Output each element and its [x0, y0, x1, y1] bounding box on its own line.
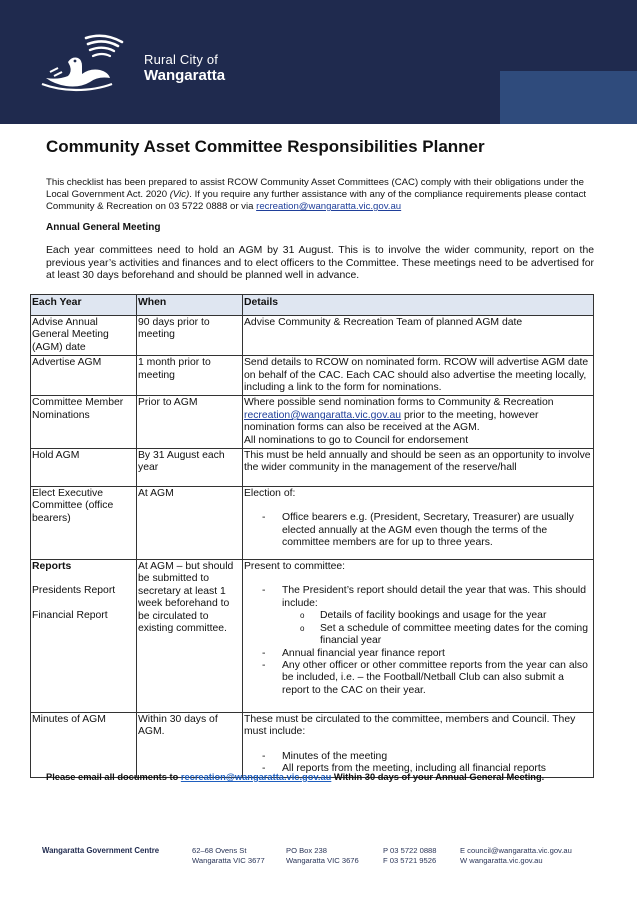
list-item: - Office bearers e.g. (President, Secretary, Treasurer) are usually elected annually at the AGM even though the terms of the committee members are for up to three years.	[262, 512, 592, 549]
table-row	[31, 356, 594, 396]
council-wordmark	[144, 53, 225, 83]
footer-po-line-1: PO Box 238	[286, 846, 327, 855]
planner-table	[30, 294, 594, 778]
list-item: - All reports from the meeting, including all financial reports	[262, 763, 592, 775]
footer-phone-number: P 03 5722 0888	[383, 846, 437, 855]
cell-details	[243, 487, 594, 560]
intro-paragraph	[46, 177, 594, 213]
page-title: Community Asset Committee Responsibilities Planner	[46, 137, 485, 156]
cell-when: 90 days prior to meeting	[137, 316, 243, 356]
footer-address-line-2: Wangaratta VIC 3677	[192, 856, 265, 865]
header-accent-block	[500, 71, 637, 124]
footer-address	[192, 846, 265, 866]
email-note-after: Within 30 days of your Annual General Meeting.	[331, 772, 545, 782]
email-note	[46, 772, 544, 782]
financial-report-label: Financial Report	[32, 609, 108, 621]
details-text: prior to the meeting, however nomination forms can also be received at the AGM.	[244, 409, 539, 434]
table-row	[31, 449, 594, 487]
cell-each	[31, 560, 137, 713]
cell-each: Advise Annual General Meeting (AGM) date	[31, 316, 137, 356]
cell-when: By 31 August each year	[137, 449, 243, 487]
cell-when: Prior to AGM	[137, 396, 243, 449]
cell-each: Elect Executive Committee (office bearers)	[31, 487, 137, 560]
footer-po-box	[286, 846, 359, 866]
nomination-email-link[interactable]: recreation@wangaratta.vic.gov.au	[244, 409, 402, 421]
table-row	[31, 487, 594, 560]
footer-fax-number: F 03 5721 9526	[383, 856, 437, 865]
footer-address-line-1: 62–68 Ovens St	[192, 846, 247, 855]
footer-phone	[383, 846, 437, 866]
list-item: - Annual financial year finance report	[262, 648, 592, 660]
wordmark-line-1: Rural City of	[144, 52, 219, 67]
reports-label: Reports	[32, 561, 72, 573]
table-row	[31, 560, 594, 713]
cell-details	[243, 560, 594, 713]
council-logo-icon	[38, 28, 134, 98]
header-details: Details	[243, 295, 594, 316]
intro-email-link[interactable]: recreation@wangaratta.vic.gov.au	[256, 201, 402, 212]
cell-when: At AGM – but should be submitted to secretary at least 1 week beforehand to be circulated to existing committee.	[137, 560, 243, 713]
list-item	[262, 585, 592, 647]
cell-each: Advertise AGM	[31, 356, 137, 396]
header-each-year: Each Year	[31, 295, 137, 316]
list-item: - Minutes of the meeting	[262, 751, 592, 763]
details-text: Where possible send nomination forms to Community & Recreation	[244, 397, 554, 409]
email-note-link[interactable]: recreation@wangaratta.vic.gov.au	[180, 772, 332, 782]
cell-details: Send details to RCOW on nominated form. RCOW will advertise AGM date on behalf of the CAC. Each CAC should also advertise the meeting locally, including a link to the form for nominations.	[243, 356, 594, 396]
wordmark-line-2: Wangaratta	[144, 67, 226, 84]
list-item: - Any other officer or other committee reports from the year can also be included, i.e. – the Football/Netball Club can also submit a report to the CAC on their year.	[262, 660, 592, 697]
section-heading: Annual General Meeting	[46, 222, 161, 233]
cell-when: At AGM	[137, 487, 243, 560]
cell-each: Minutes of AGM	[31, 713, 137, 778]
list-item-text: The President’s report should detail the year that was. This should include:	[282, 585, 587, 609]
cell-details: Advise Community & Recreation Team of planned AGM date	[243, 316, 594, 356]
cell-details	[243, 396, 594, 449]
table-row	[31, 316, 594, 356]
cell-details: This must be held annually and should be seen as an opportunity to involve the wider community in the management of the reserve/hall	[243, 449, 594, 487]
footer-website[interactable]: W wangaratta.vic.gov.au	[460, 856, 543, 865]
cell-each: Committee Member Nominations	[31, 396, 137, 449]
table-row	[31, 396, 594, 449]
sub-list	[300, 610, 592, 647]
presidents-report-label: Presidents Report	[32, 585, 116, 597]
table-row	[31, 713, 594, 778]
intro-text-italic: (Vic)	[169, 189, 190, 200]
header-when: When	[137, 295, 243, 316]
footer-po-line-2: Wangaratta VIC 3676	[286, 856, 359, 865]
details-text: All nominations to go to Council for endorsement	[244, 434, 469, 446]
bullet-list	[262, 512, 592, 549]
footer-email[interactable]: E council@wangaratta.vic.gov.au	[460, 846, 572, 855]
page-header	[0, 0, 637, 124]
cell-when: Within 30 days of AGM.	[137, 713, 243, 778]
intro-text-1: This checklist has been prepared to assist RCOW Community Asset Committees (CAC) comply with their obligations under the Local Government Act. 2020	[46, 177, 584, 200]
cell-when: 1 month prior to meeting	[137, 356, 243, 396]
bullet-list	[262, 585, 592, 697]
details-text: Present to committee:	[244, 561, 346, 573]
table-header-row	[31, 295, 594, 316]
intro-text-2: . If you require any further assistance with any of the compliance requirements please contact Community & Recreation on 03 5722 0888 or via	[46, 189, 587, 212]
sub-list-item: o Set a schedule of committee meeting dates for the coming financial year	[300, 623, 592, 648]
footer-org: Wangaratta Government Centre	[42, 846, 160, 855]
sub-list-item: o Details of facility bookings and usage for the year	[300, 610, 592, 622]
cell-details	[243, 713, 594, 778]
details-text: These must be circulated to the committee, members and Council. They must include:	[244, 714, 576, 738]
details-text: Election of:	[244, 488, 296, 500]
agm-paragraph: Each year committees need to hold an AGM by 31 August. This is to involve the wider community, report on the previous year’s activities and finances and to elect officers to the Committee. These meetings need to be advertised for at least 30 days beforehand and should be planned well in advance.	[46, 245, 594, 281]
email-note-before: Please email all documents to	[46, 772, 181, 782]
cell-each: Hold AGM	[31, 449, 137, 487]
footer-contact	[460, 846, 572, 866]
